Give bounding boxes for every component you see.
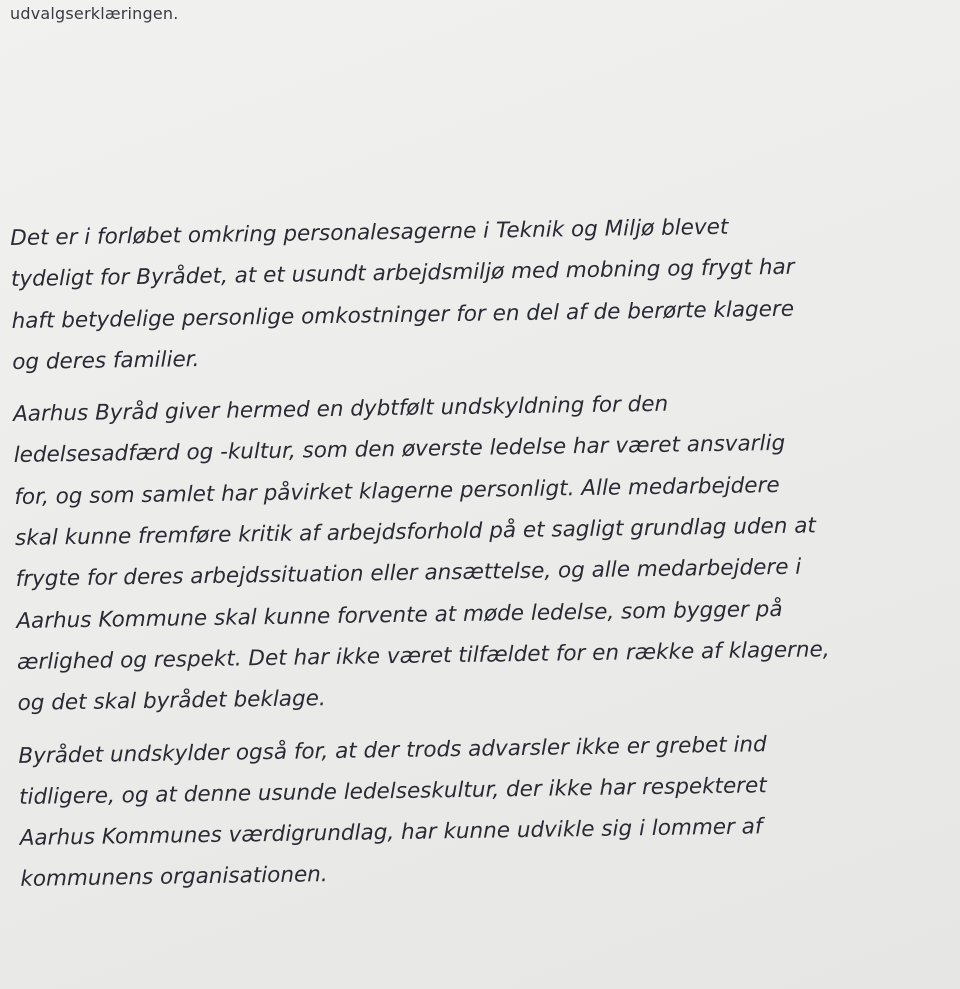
text-line: Aarhus Kommunes værdigrundlag, har kunne udvikle sig i lommer af [19, 814, 763, 852]
text-line: Byrådet undskylder også for, at der trods advarsler ikke er grebet ind [18, 731, 767, 769]
text-line: tydeligt for Byrådet, at et usundt arbejdsmiljø med mobning og frygt har [10, 254, 795, 293]
text-line: og det skal byrådet beklage. [17, 686, 326, 717]
text-line: ærlighed og respekt. Det har ikke været tilfældet for en række af klagerne, [16, 637, 830, 675]
text-line: tidligere, og at denne usunde ledelseskultur, der ikke har respekteret [18, 773, 767, 810]
previous-page-fragment: udvalgserklæringen. [10, 4, 179, 23]
text-line: Det er i forløbet omkring personalesagerne i Teknik og Miljø blevet [10, 214, 729, 251]
text-line: Aarhus Byråd giver hermed en dybtfølt undskyldning for den [12, 391, 669, 428]
text-line: for, og som samlet har påvirket klagerne personligt. Alle medarbejdere [14, 472, 780, 510]
text-line: og deres familier. [12, 346, 200, 375]
document-body [10, 203, 960, 900]
text-line: ledelsesadfærd og -kultur, som den øverste ledelse har været ansvarlig [13, 431, 786, 469]
paragraph-3 [18, 721, 960, 901]
text-line: frygte for deres arbejdssituation eller ansættelse, og alle medarbejdere i [15, 554, 802, 593]
text-line: skal kunne fremføre kritik af arbejdsforhold på et sagligt grundlag uden at [14, 513, 817, 552]
text-line: Aarhus Kommune skal kunne forvente at møde ledelse, som bygger på [16, 596, 783, 634]
text-line: kommunens organisationen. [20, 862, 328, 893]
text-line: haft betydelige personlige omkostninger for en del af de berørte klagere [11, 296, 795, 334]
paragraph-2 [13, 379, 958, 724]
paragraph-1 [10, 203, 952, 383]
